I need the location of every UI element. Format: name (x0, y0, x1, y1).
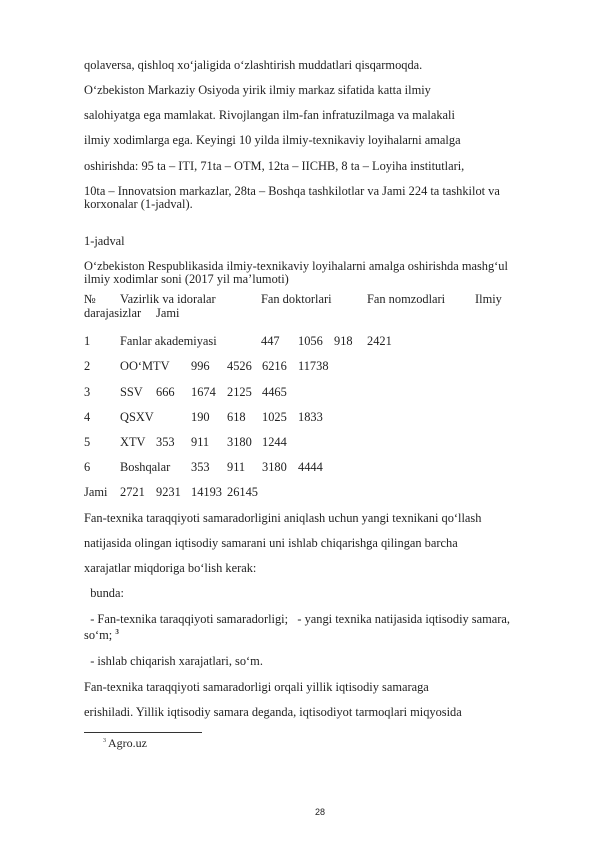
footnote-number: 3 (103, 738, 106, 744)
header-doctors: Fan doktorlari (261, 292, 332, 306)
header-organization: Vazirlik va idoralar (120, 292, 216, 306)
formula-explanation: - Fan-texnika taraqqiyoti samaradorligi; - yangi texnika natijasida iqtisodiy samara, so‘m; (84, 612, 514, 643)
footnote-reference: 3 (115, 628, 119, 636)
cell: 2421 (367, 334, 392, 348)
cell: 1244 (262, 435, 287, 449)
table-header-continued (84, 307, 544, 321)
paragraph-line: Fan-texnika taraqqiyoti samaradorligini aniqlash uchun yangi texnikani qo‘llash (84, 511, 482, 525)
cell: 918 (334, 334, 353, 348)
paragraph-line: bunda: (84, 586, 124, 600)
paragraph-line: xarajatlar miqdoriga bo‘lish kerak: (84, 561, 257, 575)
cell: OO‘MTV (120, 359, 170, 373)
cell: 26145 (227, 485, 258, 499)
cell: 4526 (227, 359, 252, 373)
cell: QSXV (120, 410, 154, 424)
paragraph-line: oshirishda: 95 ta – ITI, 71ta – OTM, 12ta – IICHB, 8 ta – Loyiha institutlari, (84, 159, 465, 173)
header-no-degree: Ilmiy (475, 292, 502, 306)
table-row (84, 461, 544, 475)
cell: 4444 (298, 460, 323, 474)
cell: 14193 (191, 485, 222, 499)
table-reference: 1-jadval (84, 234, 125, 248)
cell: 1833 (298, 410, 323, 424)
cell: 618 (227, 410, 246, 424)
cell: 447 (261, 334, 280, 348)
cell: 3180 (227, 435, 252, 449)
cell: 11738 (298, 359, 329, 373)
cell: SSV (120, 385, 143, 399)
header-total: Jami (156, 306, 180, 320)
paragraph-line: erishiladi. Yillik iqtisodiy samara deganda, iqtisodiyot tarmoqlari miqyosida (84, 705, 462, 719)
paragraph-line (84, 613, 534, 642)
cell: 911 (191, 435, 210, 449)
paragraph-line: O‘zbekiston Markaziy Osiyoda yirik ilmiy markaz sifatida katta ilmiy (84, 83, 431, 97)
footnote-text: Agro.uz (108, 736, 147, 750)
cell: 4465 (262, 385, 287, 399)
cell: 1674 (191, 385, 216, 399)
cell: Boshqalar (120, 460, 171, 474)
cell: 2125 (227, 385, 252, 399)
cell: 6216 (262, 359, 287, 373)
header-candidates: Fan nomzodlari (367, 292, 446, 306)
cell: 353 (191, 460, 210, 474)
paragraph-line: - ishlab chiqarish xarajatlari, so‘m. (84, 654, 263, 668)
cell: 5 (84, 435, 91, 449)
table-row (84, 411, 544, 425)
cell: 9231 (156, 485, 181, 499)
cell: 4 (84, 410, 91, 424)
paragraph-line: ilmiy xodimlarga ega. Keyingi 10 yilda ilmiy-texnikaviy loyihalarni amalga (84, 133, 461, 147)
footnote-divider (84, 732, 202, 733)
cell: 353 (156, 435, 175, 449)
header-no-degree-cont: darajasizlar (84, 306, 142, 320)
table-row-total (84, 486, 544, 500)
cell: 911 (227, 460, 246, 474)
cell: 6 (84, 460, 91, 474)
cell: 2 (84, 359, 91, 373)
table-row (84, 386, 544, 400)
paragraph-line: 10ta – Innovatsion markazlar, 28ta – Boshqa tashkilotlar va Jami 224 ta tashkilot va korxonalar (1-jadval). (84, 184, 500, 211)
cell: Jami (84, 485, 108, 499)
paragraph-line: Fan-texnika taraqqiyoti samaradorligi orqali yillik iqtisodiy samaraga (84, 680, 429, 694)
cell: Fanlar akademiyasi (120, 334, 217, 348)
cell: 1056 (298, 334, 323, 348)
table-row (84, 360, 544, 374)
footnote (103, 736, 147, 751)
cell: 3 (84, 385, 91, 399)
cell: 1025 (262, 410, 287, 424)
cell: XTV (120, 435, 146, 449)
cell: 2721 (120, 485, 145, 499)
cell: 666 (156, 385, 175, 399)
cell: 3180 (262, 460, 287, 474)
header-number: № (84, 292, 96, 306)
table-row (84, 335, 544, 349)
cell: 1 (84, 334, 91, 348)
table-header (84, 293, 544, 307)
paragraph-line: qolaversa, qishloq xo‘jaligida o‘zlashtirish muddatlari qisqarmoqda. (84, 58, 423, 72)
table-row (84, 436, 544, 450)
cell: 190 (191, 410, 210, 424)
paragraph-line: salohiyatga ega mamlakat. Rivojlangan ilm-fan infratuzilmaga va malakali (84, 108, 455, 122)
page-number: 28 (314, 807, 325, 817)
paragraph-line: natijasida olingan iqtisodiy samarani uni ishlab chiqarishga qilingan barcha (84, 536, 458, 550)
table-caption: O‘zbekiston Respublikasida ilmiy-texnikaviy loyihalarni amalga oshirishda mashg‘ul ilmiy xodimlar soni (2017 yil ma’lumoti) (84, 259, 508, 286)
cell: 996 (191, 359, 210, 373)
